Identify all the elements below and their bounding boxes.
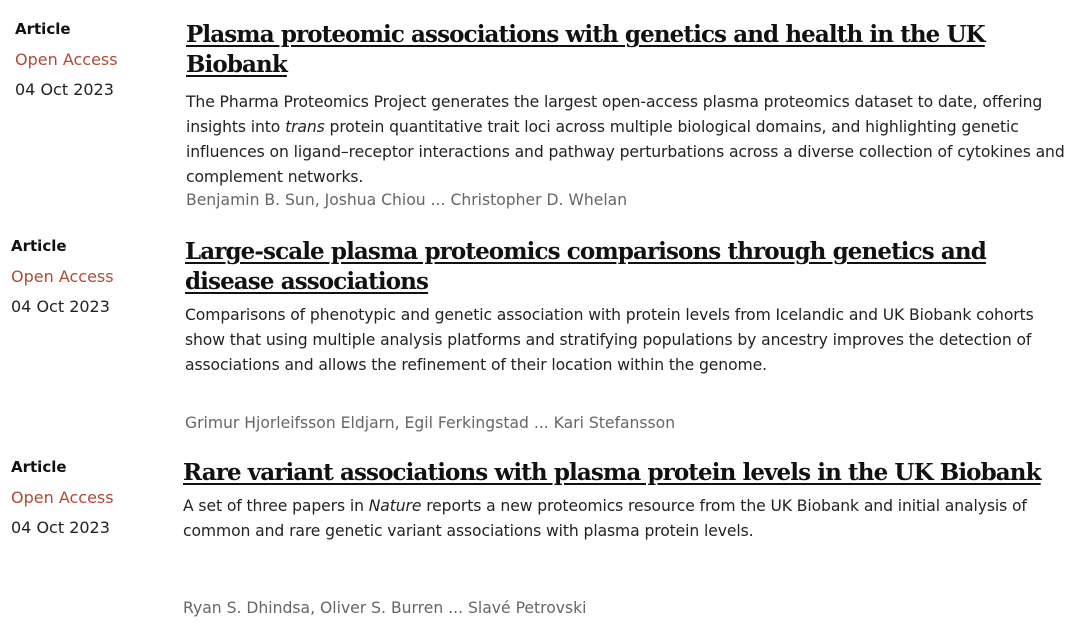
- article-description: [183, 494, 1067, 544]
- article-type-label: Article: [11, 237, 67, 255]
- description-italic-text: Nature: [368, 497, 422, 515]
- article-title-link[interactable]: Rare variant associations with plasma protein levels in the UK Biobank: [183, 459, 1041, 486]
- article-body: [183, 458, 1067, 544]
- article-authors: Ryan S. Dhindsa, Oliver S. Burren ... Slavé Petrovski: [183, 599, 587, 617]
- publication-date: 04 Oct 2023: [11, 518, 110, 537]
- article-title-link[interactable]: Plasma proteomic associations with genetics and health in the UK Biobank: [186, 21, 985, 78]
- description-text: A set of three papers in: [183, 497, 369, 515]
- article-description: [186, 90, 1066, 190]
- article-body: [186, 20, 1066, 190]
- open-access-label: Open Access: [11, 267, 114, 286]
- article-type-label: Article: [11, 458, 67, 476]
- article-meta: [11, 237, 171, 317]
- open-access-label: Open Access: [15, 50, 118, 69]
- description-italic-text: trans: [285, 118, 325, 136]
- article-meta: [15, 20, 175, 100]
- description-text: reports a new proteomics resource from the UK Biobank and initial analysis of common and rare genetic variant associations with plasma protein levels.: [183, 497, 1027, 540]
- article-type-label: Article: [15, 20, 71, 38]
- publication-date: 04 Oct 2023: [11, 297, 110, 316]
- article-description: Comparisons of phenotypic and genetic association with protein levels from Icelandic and UK Biobank cohorts show that using multiple analysis platforms and stratifying populations by ancestry improves the detection of associations and allows the refinement of their location within the genome.: [185, 306, 1034, 374]
- article-meta: [11, 458, 171, 538]
- article-title-link[interactable]: Large-scale plasma proteomics comparisons through genetics and disease associations: [185, 238, 986, 295]
- open-access-label: Open Access: [11, 488, 114, 507]
- article-authors: Benjamin B. Sun, Joshua Chiou ... Christopher D. Whelan: [186, 191, 628, 209]
- article-body: [185, 237, 1065, 378]
- article-authors: Grimur Hjorleifsson Eldjarn, Egil Ferkingstad ... Kari Stefansson: [185, 414, 676, 432]
- publication-date: 04 Oct 2023: [15, 80, 114, 99]
- description-text: The Pharma Proteomics Project generates the largest open-access plasma proteomics dataset to date, offering insights into: [186, 93, 1043, 136]
- description-text: protein quantitative trait loci across multiple biological domains, and highlighting genetic influences on ligand–receptor interactions and pathway perturbations across a diverse collection of cytokines and complement networks.: [186, 118, 1065, 186]
